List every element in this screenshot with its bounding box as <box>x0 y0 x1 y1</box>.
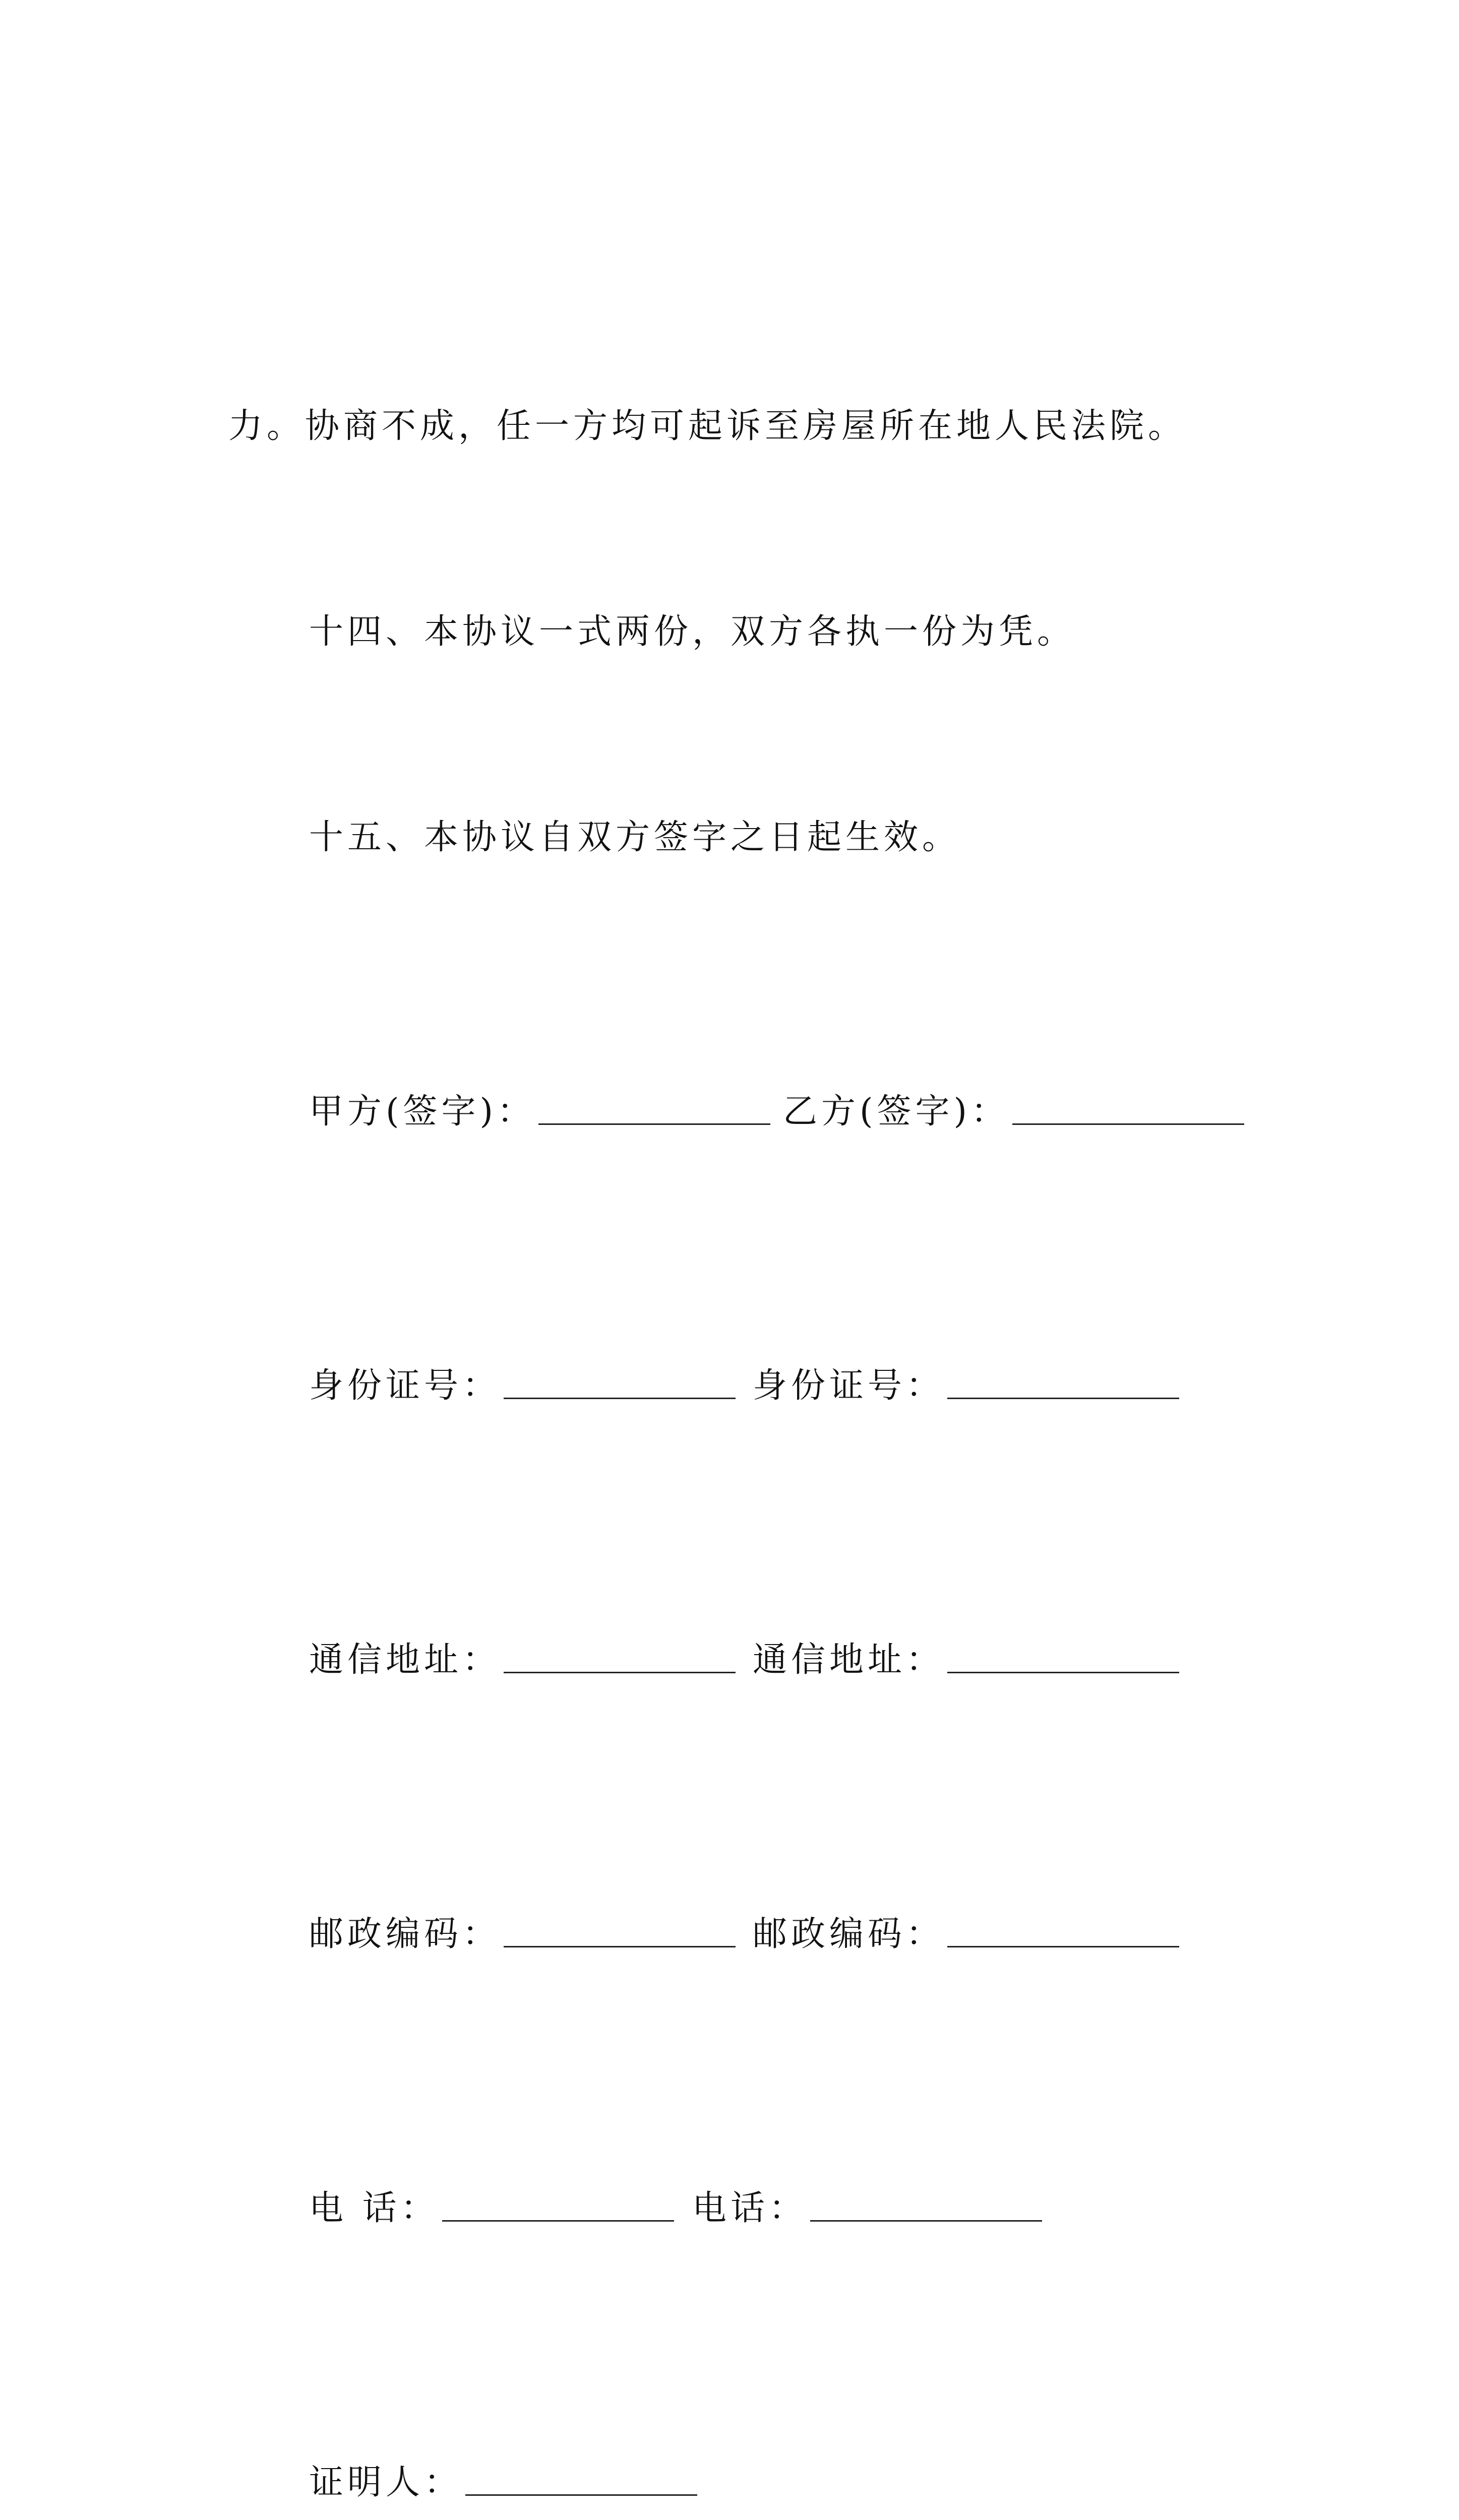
party-b-phone-label: 电话： <box>692 2188 808 2228</box>
document-body <box>228 186 1247 2520</box>
party-a-id-field <box>309 1352 736 1420</box>
party-a-sign-blank <box>538 1123 770 1125</box>
paragraph: 十四、本协议一式两份，双方各执一份为凭。 <box>309 612 1076 652</box>
witness-blank <box>465 2494 697 2496</box>
party-b-postcode-blank <box>947 1946 1179 1947</box>
party-b-phone-field <box>692 2174 1042 2243</box>
party-b-postcode-field <box>753 1900 1179 1969</box>
witness-field <box>309 2448 697 2517</box>
party-b-sign-label: 乙方(签字)： <box>783 1092 1010 1131</box>
party-a-phone-label: 电 话： <box>309 2188 439 2228</box>
party-b-phone-blank <box>810 2220 1042 2222</box>
signature-row-sign <box>228 1078 1247 1146</box>
signature-row-phone <box>228 2174 1247 2243</box>
paragraph: 十五、本协议自双方签字之日起生效。 <box>309 817 961 857</box>
party-a-id-label: 身份证号： <box>309 1366 501 1406</box>
signature-row-id <box>228 1352 1247 1420</box>
party-a-postcode-field <box>309 1900 736 1969</box>
paragraph: 力。协商不成，任一方均可起诉至房屋所在地人民法院。 <box>228 406 1187 446</box>
party-b-id-field <box>753 1352 1179 1420</box>
party-a-sign-field <box>309 1078 770 1146</box>
party-b-id-blank <box>947 1398 1179 1399</box>
party-a-phone-blank <box>442 2220 674 2222</box>
party-b-sign-field <box>783 1078 1244 1146</box>
party-a-postcode-label: 邮政编码： <box>309 1914 501 1954</box>
signature-row-address <box>228 1626 1247 1694</box>
party-a-address-field <box>309 1626 736 1694</box>
party-a-address-label: 通信地址： <box>309 1640 501 1680</box>
party-b-address-field <box>753 1626 1179 1694</box>
party-b-address-label: 通信地址： <box>753 1640 945 1680</box>
witness-label: 证明人： <box>309 2463 463 2502</box>
signature-row-witness <box>228 2448 1247 2517</box>
party-b-id-label: 身份证号： <box>753 1366 945 1406</box>
party-a-postcode-blank <box>504 1946 736 1947</box>
party-a-sign-label: 甲方(签字)： <box>309 1092 536 1131</box>
party-b-address-blank <box>947 1672 1179 1673</box>
party-a-id-blank <box>504 1398 736 1399</box>
party-b-sign-blank <box>1012 1123 1244 1125</box>
party-a-phone-field <box>309 2174 674 2243</box>
party-a-address-blank <box>504 1672 736 1673</box>
signature-row-postcode <box>228 1900 1247 1969</box>
party-b-postcode-label: 邮政编码： <box>753 1914 945 1954</box>
